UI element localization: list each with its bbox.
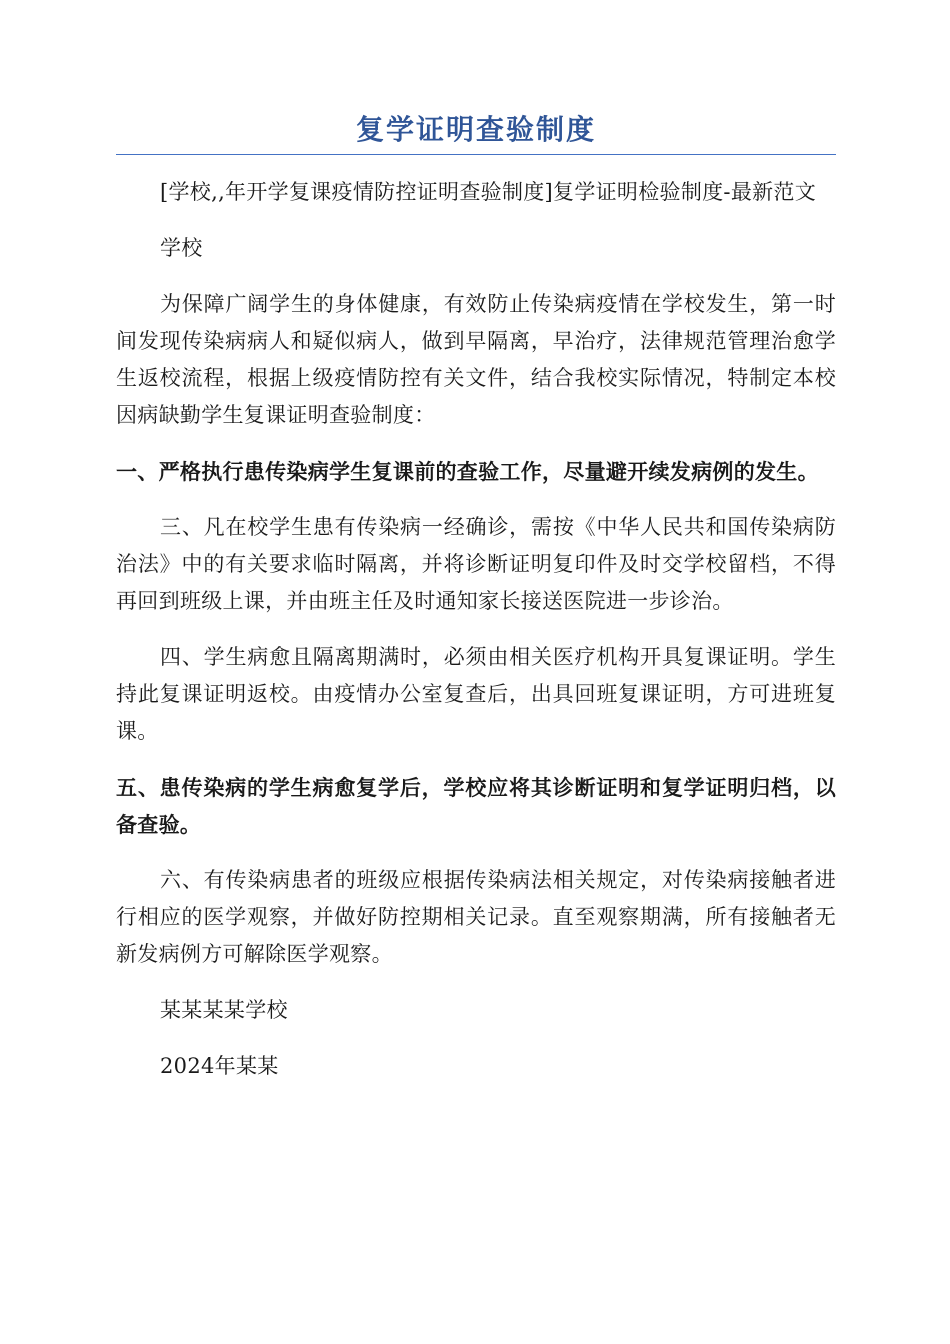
paragraph-item-4: 四、学生病愈且隔离期满时，必须由相关医疗机构开具复课证明。学生持此复课证明返校。由疫情办公室复查后，出具回班复课证明，方可进班复课。 (116, 645, 836, 743)
document-title: 复学证明查验制度 (116, 108, 836, 155)
paragraph-item-1: 一、严格执行患传染病学生复课前的查验工作，尽量避开续发病例的发生。 (116, 459, 819, 484)
document-body (116, 174, 836, 1085)
paragraph-item-3: 三、凡在校学生患有传染病一经确诊，需按《中华人民共和国传染病防治法》中的有关要求临时隔离，并将诊断证明复印件及时交学校留档，不得再回到班级上课，并由班主任及时通知家长接送医院进一步诊治。 (116, 515, 836, 613)
paragraph-item-5: 五、患传染病的学生病愈复学后，学校应将其诊断证明和复学证明归档，以备查验。 (116, 775, 836, 837)
signature-date: 2024年某某 (160, 1054, 279, 1078)
paragraph-purpose: 为保障广阔学生的身体健康，有效防止传染病疫情在学校发生，第一时间发现传染病病人和疑似病人，做到早隔离，早治疗，法律规范管理治愈学生返校流程，根据上级疫情防控有关文件，结合我校实际情况，特制定本校因病缺勤学生复课证明查验制度： (116, 292, 836, 427)
document-page (116, 108, 836, 1104)
signature-school: 某某某某学校 (160, 998, 288, 1022)
paragraph-school: 学校 (160, 236, 203, 260)
paragraph-item-6: 六、有传染病患者的班级应根据传染病法相关规定，对传染病接触者进行相应的医学观察，并做好防控期相关记录。直至观察期满，所有接触者无新发病例方可解除医学观察。 (116, 868, 836, 966)
paragraph-intro: [学校,,年开学复课疫情防控证明查验制度]复学证明检验制度-最新范文 (160, 180, 817, 204)
